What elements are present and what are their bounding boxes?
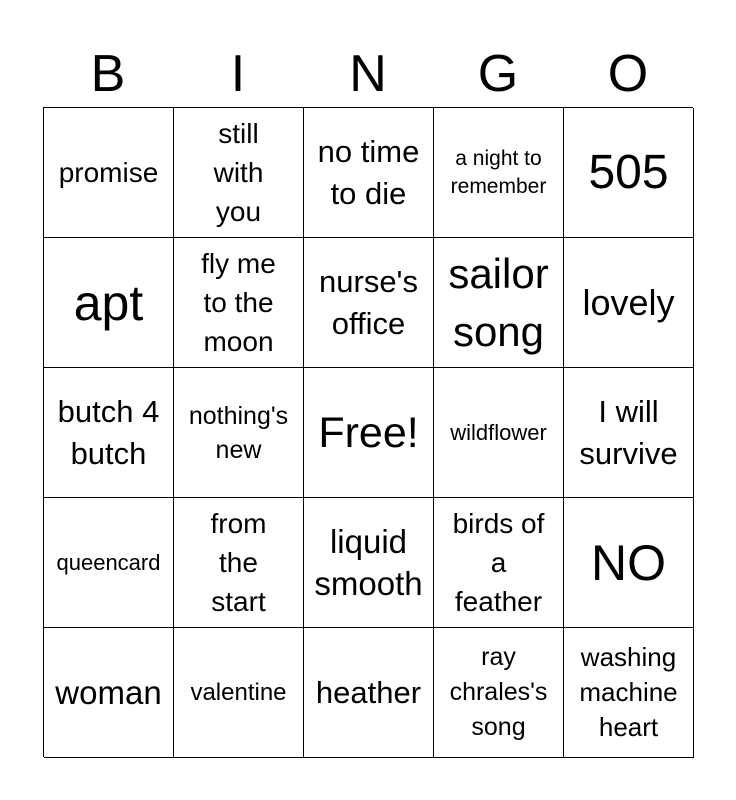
bingo-cell[interactable] <box>174 628 304 758</box>
cell-text: queencard <box>56 549 161 575</box>
cell-text: washing machine heart <box>579 642 678 742</box>
header-letter-i: I <box>230 45 246 103</box>
cell-text: nurse's office <box>319 263 418 341</box>
bingo-cell[interactable] <box>564 238 694 368</box>
cell-text: Free! <box>318 408 419 457</box>
bingo-cell[interactable] <box>174 368 304 498</box>
bingo-cell[interactable] <box>174 108 304 238</box>
header-letter-n: N <box>349 45 387 103</box>
header-letter-g: G <box>477 45 519 103</box>
bingo-cell[interactable] <box>564 108 694 238</box>
cell-text: no time to die <box>317 133 420 211</box>
bingo-cell[interactable] <box>304 368 434 498</box>
cell-text: NO <box>591 534 666 591</box>
cell-text: wildflower <box>450 419 547 445</box>
bingo-card-grid <box>43 107 693 757</box>
bingo-cell[interactable] <box>434 238 564 368</box>
cell-text: woman <box>55 673 162 711</box>
cell-text: lovely <box>582 281 675 323</box>
bingo-cell[interactable] <box>304 498 434 628</box>
bingo-cell[interactable] <box>434 628 564 758</box>
bingo-cell[interactable] <box>44 628 174 758</box>
cell-text: sailor song <box>448 249 549 355</box>
cell-text: fly me to the moon <box>201 248 276 357</box>
bingo-cell[interactable] <box>44 238 174 368</box>
cell-text: nothing's new <box>188 401 289 464</box>
bingo-cell[interactable] <box>304 238 434 368</box>
cell-text: heather <box>315 674 422 710</box>
bingo-header <box>43 40 693 108</box>
cell-text: from the start <box>210 508 267 617</box>
cell-text: valentine <box>190 678 287 706</box>
bingo-cell[interactable] <box>564 368 694 498</box>
bingo-cell[interactable] <box>174 498 304 628</box>
bingo-cell[interactable] <box>434 368 564 498</box>
bingo-cell[interactable] <box>174 238 304 368</box>
cell-text: birds of a feather <box>452 508 545 617</box>
cell-text: butch 4 butch <box>57 393 160 471</box>
bingo-cell[interactable] <box>304 628 434 758</box>
cell-text: 505 <box>588 145 669 199</box>
bingo-cell[interactable] <box>434 108 564 238</box>
bingo-cell[interactable] <box>564 498 694 628</box>
cell-text: I will survive <box>579 393 678 471</box>
cell-text: ray chrales's song <box>449 643 548 741</box>
cell-text: apt <box>73 274 144 331</box>
cell-text: liquid smooth <box>314 522 423 602</box>
cell-text: promise <box>58 156 159 188</box>
bingo-cell[interactable] <box>564 628 694 758</box>
bingo-cell[interactable] <box>44 368 174 498</box>
bingo-cell[interactable] <box>44 498 174 628</box>
cell-text: a night to remember <box>450 146 547 198</box>
bingo-cell[interactable] <box>434 498 564 628</box>
bingo-cell[interactable] <box>304 108 434 238</box>
header-letter-o: O <box>607 45 649 103</box>
cell-text: still with you <box>213 118 264 227</box>
bingo-cell[interactable] <box>44 108 174 238</box>
header-letter-b: B <box>90 45 126 103</box>
